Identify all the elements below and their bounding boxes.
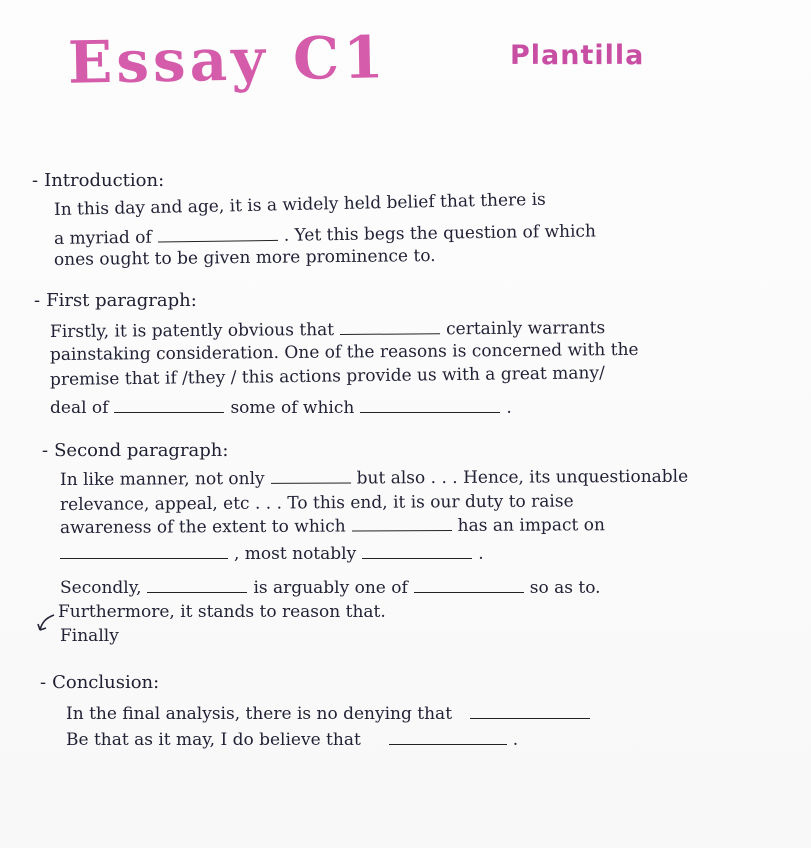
blank-line [389,732,507,745]
second-line-1: In like manner, not only but also . . . Hence, its unquestionable [59,466,689,490]
curved-arrow-icon [36,612,58,636]
first-line-3: premise that if /they / this actions provide us with a great many/ [49,363,605,390]
conclusion-line-1: In the final analysis, there is no denying that [66,704,596,724]
heading-conclusion-text: Conclusion: [52,672,160,693]
blank-line [271,470,351,483]
blank-line [414,580,524,593]
first-line-4: deal of some of which . [50,398,512,418]
heading-first-paragraph: - First paragraph: [34,290,197,311]
heading-first-text: First paragraph: [46,290,197,311]
blank-line [147,580,247,593]
blank-line [470,706,590,719]
blank-line [360,400,500,413]
second-line-3: awareness of the extent to which has an impact on [59,515,605,538]
heading-conclusion: - Conclusion: [40,672,160,693]
heading-second-paragraph: - Second paragraph: [42,440,229,461]
heading-introduction: - Introduction: [32,170,165,191]
second-line-2: relevance, appeal, etc . . . To this end, it is our duty to raise [59,491,574,515]
conclusion-line-2: Be that as it may, I do believe that . [66,730,519,750]
heading-introduction-text: Introduction: [44,170,165,191]
second-line-4: , most notably . [60,544,484,564]
first-line-2: painstaking consideration. One of the reasons is concerned with the [49,339,639,365]
blank-line [114,400,224,413]
blank-line [340,321,440,335]
second-line-6: Furthermore, it stands to reason that. [58,602,386,622]
first-line-1: Firstly, it is patently obvious that certainly warrants [49,318,606,342]
page-subtitle: Plantilla [510,40,645,71]
second-line-5: Secondly, is arguably one of so as to. [60,578,601,598]
blank-line [158,228,278,243]
heading-second-text: Second paragraph: [54,440,229,461]
intro-line-1: In this day and age, it is a widely held belief that there is [53,189,547,220]
blank-line [362,546,472,559]
blank-line [60,546,228,559]
second-line-7: Finally [60,626,119,646]
page-title: Essay C1 [67,23,389,97]
intro-line-2: a myriad of . Yet this begs the question of which [53,221,597,249]
intro-line-3: ones ought to be given more prominence to. [53,246,436,270]
blank-line [352,518,452,532]
